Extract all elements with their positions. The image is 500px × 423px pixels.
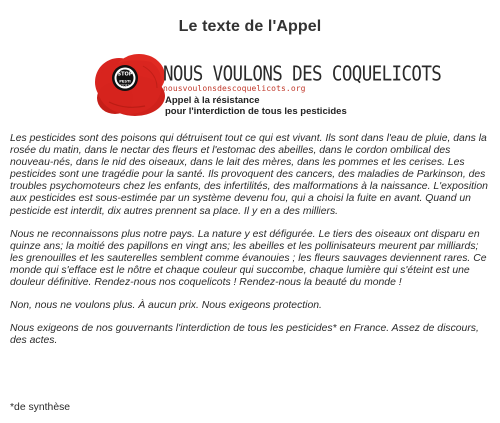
page-title: Le texte de l'Appel	[178, 18, 322, 35]
tagline	[165, 95, 347, 117]
footnote: *de synthèse	[10, 402, 71, 413]
svg-text:STOP: STOP	[117, 71, 133, 78]
tagline-line-1: Appel à la résistance	[165, 95, 260, 106]
appeal-paragraph-3: Non, nous ne voulons plus. À aucun prix. Nous exigeons protection.	[10, 300, 322, 312]
svg-text:CIDES: CIDES	[120, 83, 130, 88]
appeal-text	[10, 133, 492, 358]
svg-text:PESTI: PESTI	[119, 79, 131, 84]
brand-name: NOUS VOULONS DES COQUELICOTS	[163, 63, 442, 86]
tagline-line-2: pour l'interdiction de tous les pesticides	[165, 106, 347, 117]
poppy-logo-icon	[95, 52, 169, 118]
appeal-paragraph-2: Nous ne reconnaissons plus notre pays. La nature y est défigurée. Le tiers des oiseaux ont disparu en quinze ans; la moitié des papillons en vingt ans; les abeilles et les pollinisateurs meurent par milliards; les grenouilles et les sauterelles semblent comme évanouies ; les fleurs sauvages deviennent rares. Ce monde qui s'efface est le nôtre et chaque couleur qui succombe, chaque lumière qui s'éteint est une douleur définitive. Rendez-nous nos coquelicots ! Rendez-nous la beauté du monde !	[10, 228, 487, 289]
brand-url: nousvoulonsdescoquelicots.org	[163, 84, 306, 93]
coquelicots-banner	[95, 52, 442, 122]
appeal-paragraph-4: Nous exigeons de nos gouvernants l'interdiction de tous les pesticides* en France. Assez de discours, des actes.	[10, 323, 479, 347]
appeal-paragraph-1: Les pesticides sont des poisons qui détruisent tout ce qui est vivant. Ils sont dans l'eau de pluie, dans la rosée du matin, dans le nectar des fleurs et l'estomac des abeilles, dans le cordon ombilical des nouveau-nés, dans le nid des oiseaux, dans le lait des mères, dans les pommes et les cerises. Les pesticides sont une tragédie pour la santé. Ils provoquent des cancers, des maladies de Parkinson, des troubles psychomoteurs chez les enfants, des infertilités, des malformations à la naissance. L'exposition aux pesticides est sous-estimée par un système devenu fou, qui a choisi la fuite en avant. Quand un pesticide est interdit, dix autres prennent sa place. Il y en a des milliers.	[10, 133, 488, 217]
